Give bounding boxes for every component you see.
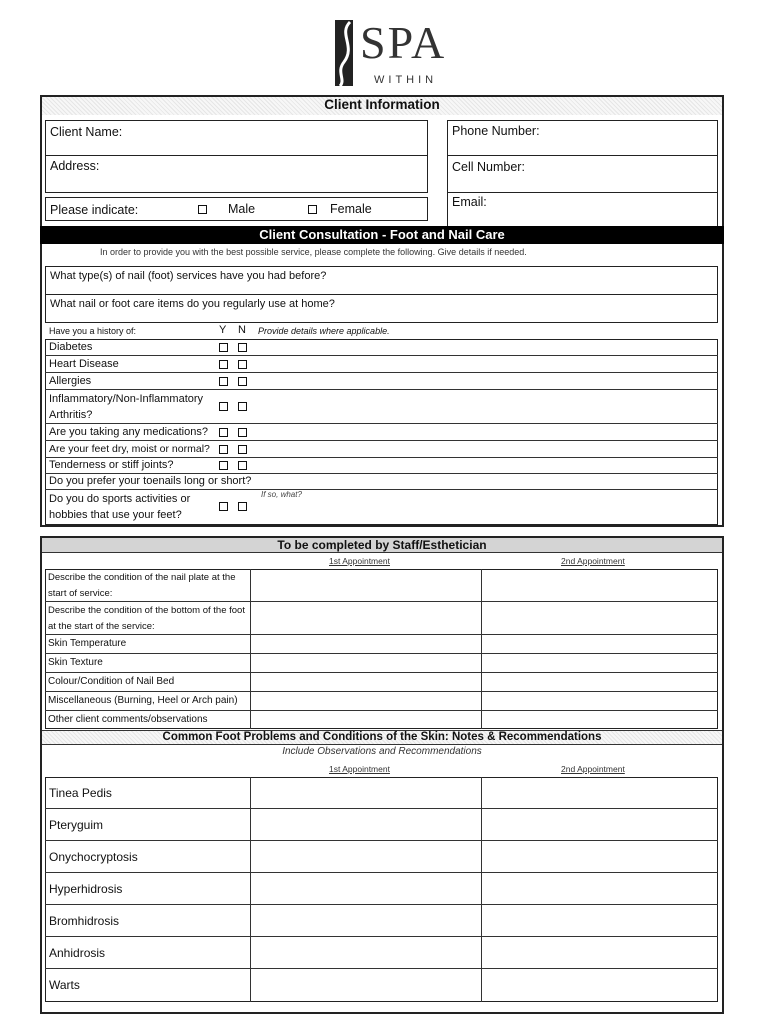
sports-question-row [45,490,718,525]
indicate-field [45,197,428,221]
home-items-question-field[interactable] [45,294,718,323]
history-row [45,441,718,458]
table-row [45,602,718,635]
female-label: Female [330,202,372,216]
table-row [45,873,718,905]
home-items-question: What nail or foot care items do you regularly use at home? [50,298,335,310]
email-label: Email: [452,195,487,209]
no-checkbox[interactable] [238,360,247,369]
consultation-intro: In order to provide you with the best possible service, please complete the following. Give details if needed. [100,247,527,257]
female-checkbox[interactable] [308,205,317,214]
history-row [45,373,718,390]
table-row [45,937,718,969]
history-row-label: Heart Disease [49,358,119,370]
table-row [45,711,718,729]
staff-row-label: Skin Temperature [48,638,127,649]
problem-label: Onychocryptosis [49,850,138,864]
no-column-label: N [238,324,246,336]
consultation-header [40,226,724,244]
problem-label: Pteryguim [49,818,104,832]
services-question: What type(s) of nail (foot) services have you had before? [50,270,327,282]
problems-col2-header: 2nd Appointment [561,764,625,774]
spa-within-logo [332,16,447,92]
consultation-title: Client Consultation - Foot and Nail Care [259,227,505,242]
phone-number-field[interactable] [447,120,718,156]
address-field[interactable] [45,155,428,193]
yes-checkbox[interactable] [219,445,228,454]
history-row-label: Allergies [49,375,92,387]
table-row [45,673,718,692]
history-row [45,339,718,356]
history-row-label: Are your feet dry, moist or normal? [49,443,210,455]
yes-checkbox[interactable] [219,343,228,352]
logo-text: SPA [360,17,447,68]
yes-checkbox[interactable] [219,377,228,386]
no-checkbox[interactable] [238,428,247,437]
no-checkbox[interactable] [238,377,247,386]
staff-title: To be completed by Staff/Esthetician [277,538,487,552]
problems-title: Common Foot Problems and Conditions of the Skin: Notes & Recommendations [162,731,602,743]
yes-checkbox[interactable] [219,428,228,437]
staff-row-label: Miscellaneous (Burning, Heel or Arch pain) [48,695,238,706]
cell-number-label: Cell Number: [452,160,525,174]
staff-row-label: Describe the condition of the bottom of the foot at the start of the service: [48,605,245,632]
cell-number-field[interactable] [447,155,718,193]
history-row-label: Tenderness or stiff joints? [49,459,174,471]
no-checkbox[interactable] [238,343,247,352]
client-info-header [42,97,722,115]
client-name-label: Client Name: [50,125,123,139]
staff-row-label: Other client comments/observations [48,714,208,725]
history-row-label: Inflammatory/Non-Inflammatory Arthritis? [49,393,204,421]
services-question-field[interactable] [45,266,718,295]
table-row [45,841,718,873]
staff-row-label: Skin Texture [48,657,103,668]
table-row [45,969,718,1002]
address-label: Address: [50,159,100,173]
male-label: Male [228,202,256,216]
problems-subtitle: Include Observations and Recommendations [282,746,482,757]
client-info-title: Client Information [324,97,440,112]
client-name-field[interactable] [45,120,428,156]
yes-checkbox[interactable] [219,402,228,411]
problem-label: Hyperhidrosis [49,882,123,896]
toenails-question-row[interactable] [45,474,718,490]
staff-col1-header: 1st Appointment [329,556,390,566]
table-row [45,635,718,654]
yes-checkbox[interactable] [219,360,228,369]
table-row [45,777,718,809]
problems-header [42,730,722,745]
yes-checkbox[interactable] [219,461,228,470]
no-checkbox[interactable] [238,402,247,411]
details-label: Provide details where applicable. [258,326,390,336]
history-label: Have you a history of: [49,326,137,336]
staff-row-label: Colour/Condition of Nail Bed [48,676,175,687]
phone-number-label: Phone Number: [452,124,540,138]
if-so-label: If so, what? [261,490,302,499]
problem-label: Tinea Pedis [49,786,112,800]
logo-subtext: WITHIN [374,74,438,86]
indicate-label: Please indicate: [50,203,139,217]
history-row-label: Diabetes [49,341,93,353]
history-row [45,424,718,441]
table-row [45,654,718,673]
problems-col1-header: 1st Appointment [329,764,390,774]
sports-question: Do you do sports activities or hobbies that use your feet? [49,493,191,521]
no-checkbox[interactable] [238,502,247,511]
staff-col2-header: 2nd Appointment [561,556,625,566]
problem-label: Anhidrosis [49,946,106,960]
table-row [45,692,718,711]
history-row [45,458,718,474]
history-row [45,356,718,373]
table-row [45,905,718,937]
toenails-question: Do you prefer your toenails long or short? [49,475,252,487]
problem-label: Warts [49,978,80,992]
no-checkbox[interactable] [238,445,247,454]
yes-checkbox[interactable] [219,502,228,511]
history-row [45,390,718,424]
yes-column-label: Y [219,324,227,336]
email-field[interactable] [447,192,718,226]
staff-header [42,538,722,553]
table-row [45,569,718,602]
staff-row-label: Describe the condition of the nail plate at the start of service: [48,572,236,599]
male-checkbox[interactable] [198,205,207,214]
no-checkbox[interactable] [238,461,247,470]
table-row [45,809,718,841]
problem-label: Bromhidrosis [49,914,120,928]
history-row-label: Are you taking any medications? [49,426,208,438]
